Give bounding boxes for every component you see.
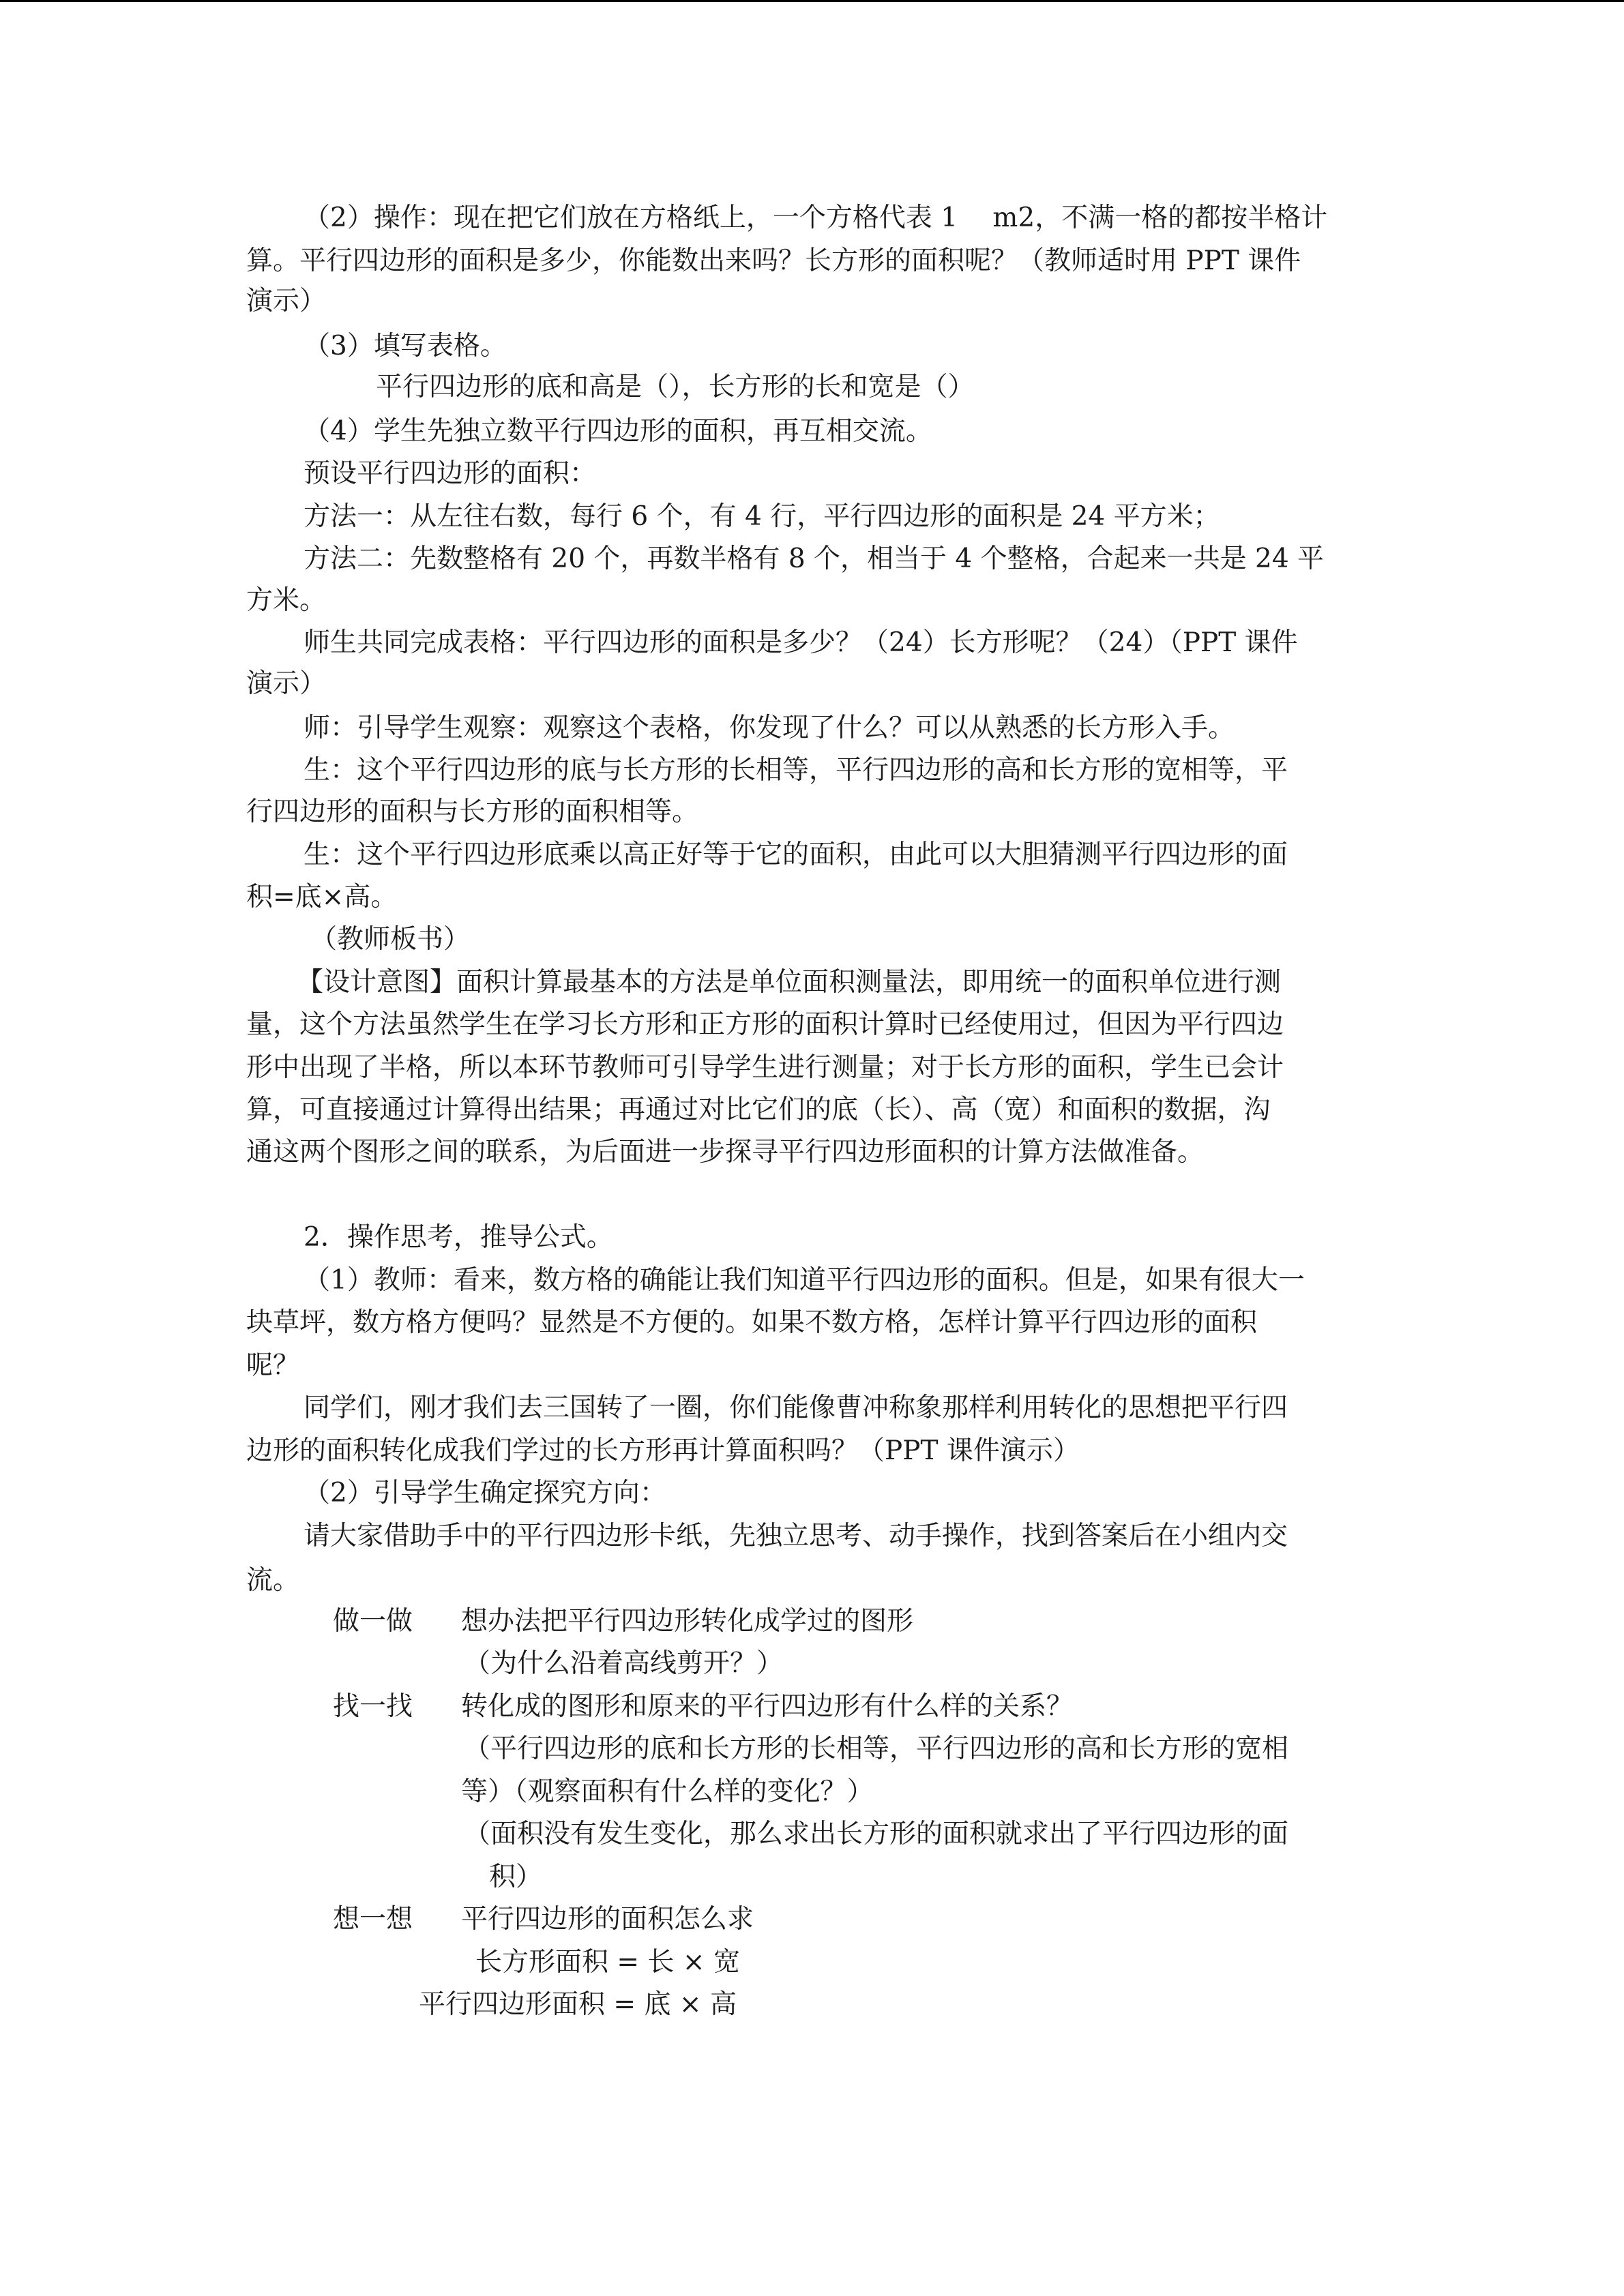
paragraph-line: （3）填写表格。	[304, 331, 507, 361]
paragraph-line: 量，这个方法虽然学生在学习长方形和正方形的面积计算时已经使用过，但因为平行四边	[246, 1009, 1284, 1040]
activity-text-find: 转化成的图形和原来的平行四边形有什么样的关系？	[461, 1691, 1074, 1722]
activity-text-think: 平行四边形的面积怎么求	[461, 1904, 754, 1935]
activity-note-do: （为什么沿着高线剪开？）	[464, 1648, 784, 1679]
paragraph-line: 边形的面积转化成我们学过的长方形再计算面积吗？（PPT 课件演示）	[246, 1435, 1080, 1466]
activity-note-find: （面积没有发生变化，那么求出长方形的面积就求出了平行四边形的面	[464, 1819, 1289, 1849]
paragraph-line: 【设计意图】面积计算最基本的方法是单位面积测量法，即用统一的面积单位进行测	[297, 967, 1282, 998]
activity-note-find: 积）	[489, 1862, 543, 1892]
paragraph-line: 请大家借助手中的平行四边形卡纸，先独立思考、动手操作，找到答案后在小组内交	[304, 1521, 1288, 1551]
paragraph-line: 生：这个平行四边形底乘以高正好等于它的面积，由此可以大胆猜测平行四边形的面	[304, 839, 1288, 870]
paragraph-line: 行四边形的面积与长方形的面积相等。	[246, 796, 699, 827]
paragraph-line: （2）引导学生确定探究方向：	[304, 1478, 666, 1508]
activity-text-do: 想办法把平行四边形转化成学过的图形	[461, 1606, 914, 1637]
paragraph-line: 算，可直接通过计算得出结果；再通过对比它们的底（长）、高（宽）和面积的数据，沟	[246, 1094, 1271, 1125]
paragraph-line: 师生共同完成表格：平行四边形的面积是多少？（24）长方形呢？（24）（PPT 课件	[304, 627, 1298, 658]
paragraph-line: 师：引导学生观察：观察这个表格，你发现了什么？可以从熟悉的长方形入手。	[304, 713, 1235, 743]
paragraph-line: （1）教师：看来，数方格的确能让我们知道平行四边形的面积。但是，如果有很大一	[304, 1265, 1305, 1296]
paragraph-line: 方法一：从左往右数，每行 6 个，有 4 行，平行四边形的面积是 24 平方米；	[304, 501, 1220, 532]
paragraph-line: 方米。	[246, 585, 327, 616]
paragraph-line: （2）操作：现在把它们放在方格纸上，一个方格代表 1 m2，不满一格的都按半格计	[304, 203, 1328, 233]
paragraph-line: （4）学生先独立数平行四边形的面积，再互相交流。	[304, 416, 932, 447]
activity-label-do: 做一做	[333, 1606, 413, 1637]
paragraph-line: 方法二：先数整格有 20 个，再数半格有 8 个，相当于 4 个整格，合起来一共是 24 平	[304, 543, 1325, 574]
paragraph-line: 演示）	[246, 286, 327, 316]
paragraph-line: 块草坪，数方格方便吗？显然是不方便的。如果不数方格，怎样计算平行四边形的面积	[246, 1307, 1258, 1338]
formula-parallelogram: 平行四边形面积 = 底 × 高	[419, 1989, 737, 2020]
paragraph-line: 生：这个平行四边形的底与长方形的长相等，平行四边形的高和长方形的宽相等，平	[304, 755, 1288, 786]
paragraph-line: （教师板书）	[310, 924, 471, 955]
activity-note-find: （平行四边形的底和长方形的长相等，平行四边形的高和长方形的宽相	[464, 1733, 1289, 1764]
paragraph-line: 预设平行四边形的面积：	[304, 458, 597, 489]
activity-label-find: 找一找	[333, 1691, 413, 1722]
paragraph-line: 同学们，刚才我们去三国转了一圈，你们能像曹冲称象那样利用转化的思想把平行四	[304, 1392, 1288, 1423]
paragraph-line: 呢？	[246, 1350, 300, 1381]
section-heading: 2．操作思考，推导公式。	[304, 1222, 613, 1253]
paragraph-line: 形中出现了半格，所以本环节教师可引导学生进行测量；对于长方形的面积，学生已会计	[246, 1052, 1284, 1083]
paragraph-line: 流。	[246, 1565, 300, 1596]
paragraph-line: 通这两个图形之间的联系，为后面进一步探寻平行四边形面积的计算方法做准备。	[246, 1137, 1205, 1167]
activity-label-think: 想一想	[333, 1904, 413, 1935]
formula-rectangle: 长方形面积 = 长 × 宽	[475, 1947, 740, 1978]
paragraph-line: 积=底×高。	[246, 882, 398, 912]
paragraph-line: 演示）	[246, 668, 327, 699]
paragraph-line: 算。平行四边形的面积是多少，你能数出来吗？长方形的面积呢？（教师适时用 PPT 课件	[246, 245, 1301, 276]
paragraph-line: 平行四边形的底和高是（），长方形的长和宽是（）	[376, 372, 975, 402]
activity-note-find: 等）（观察面积有什么样的变化？）	[461, 1776, 874, 1807]
top-border-line	[0, 0, 1624, 2]
